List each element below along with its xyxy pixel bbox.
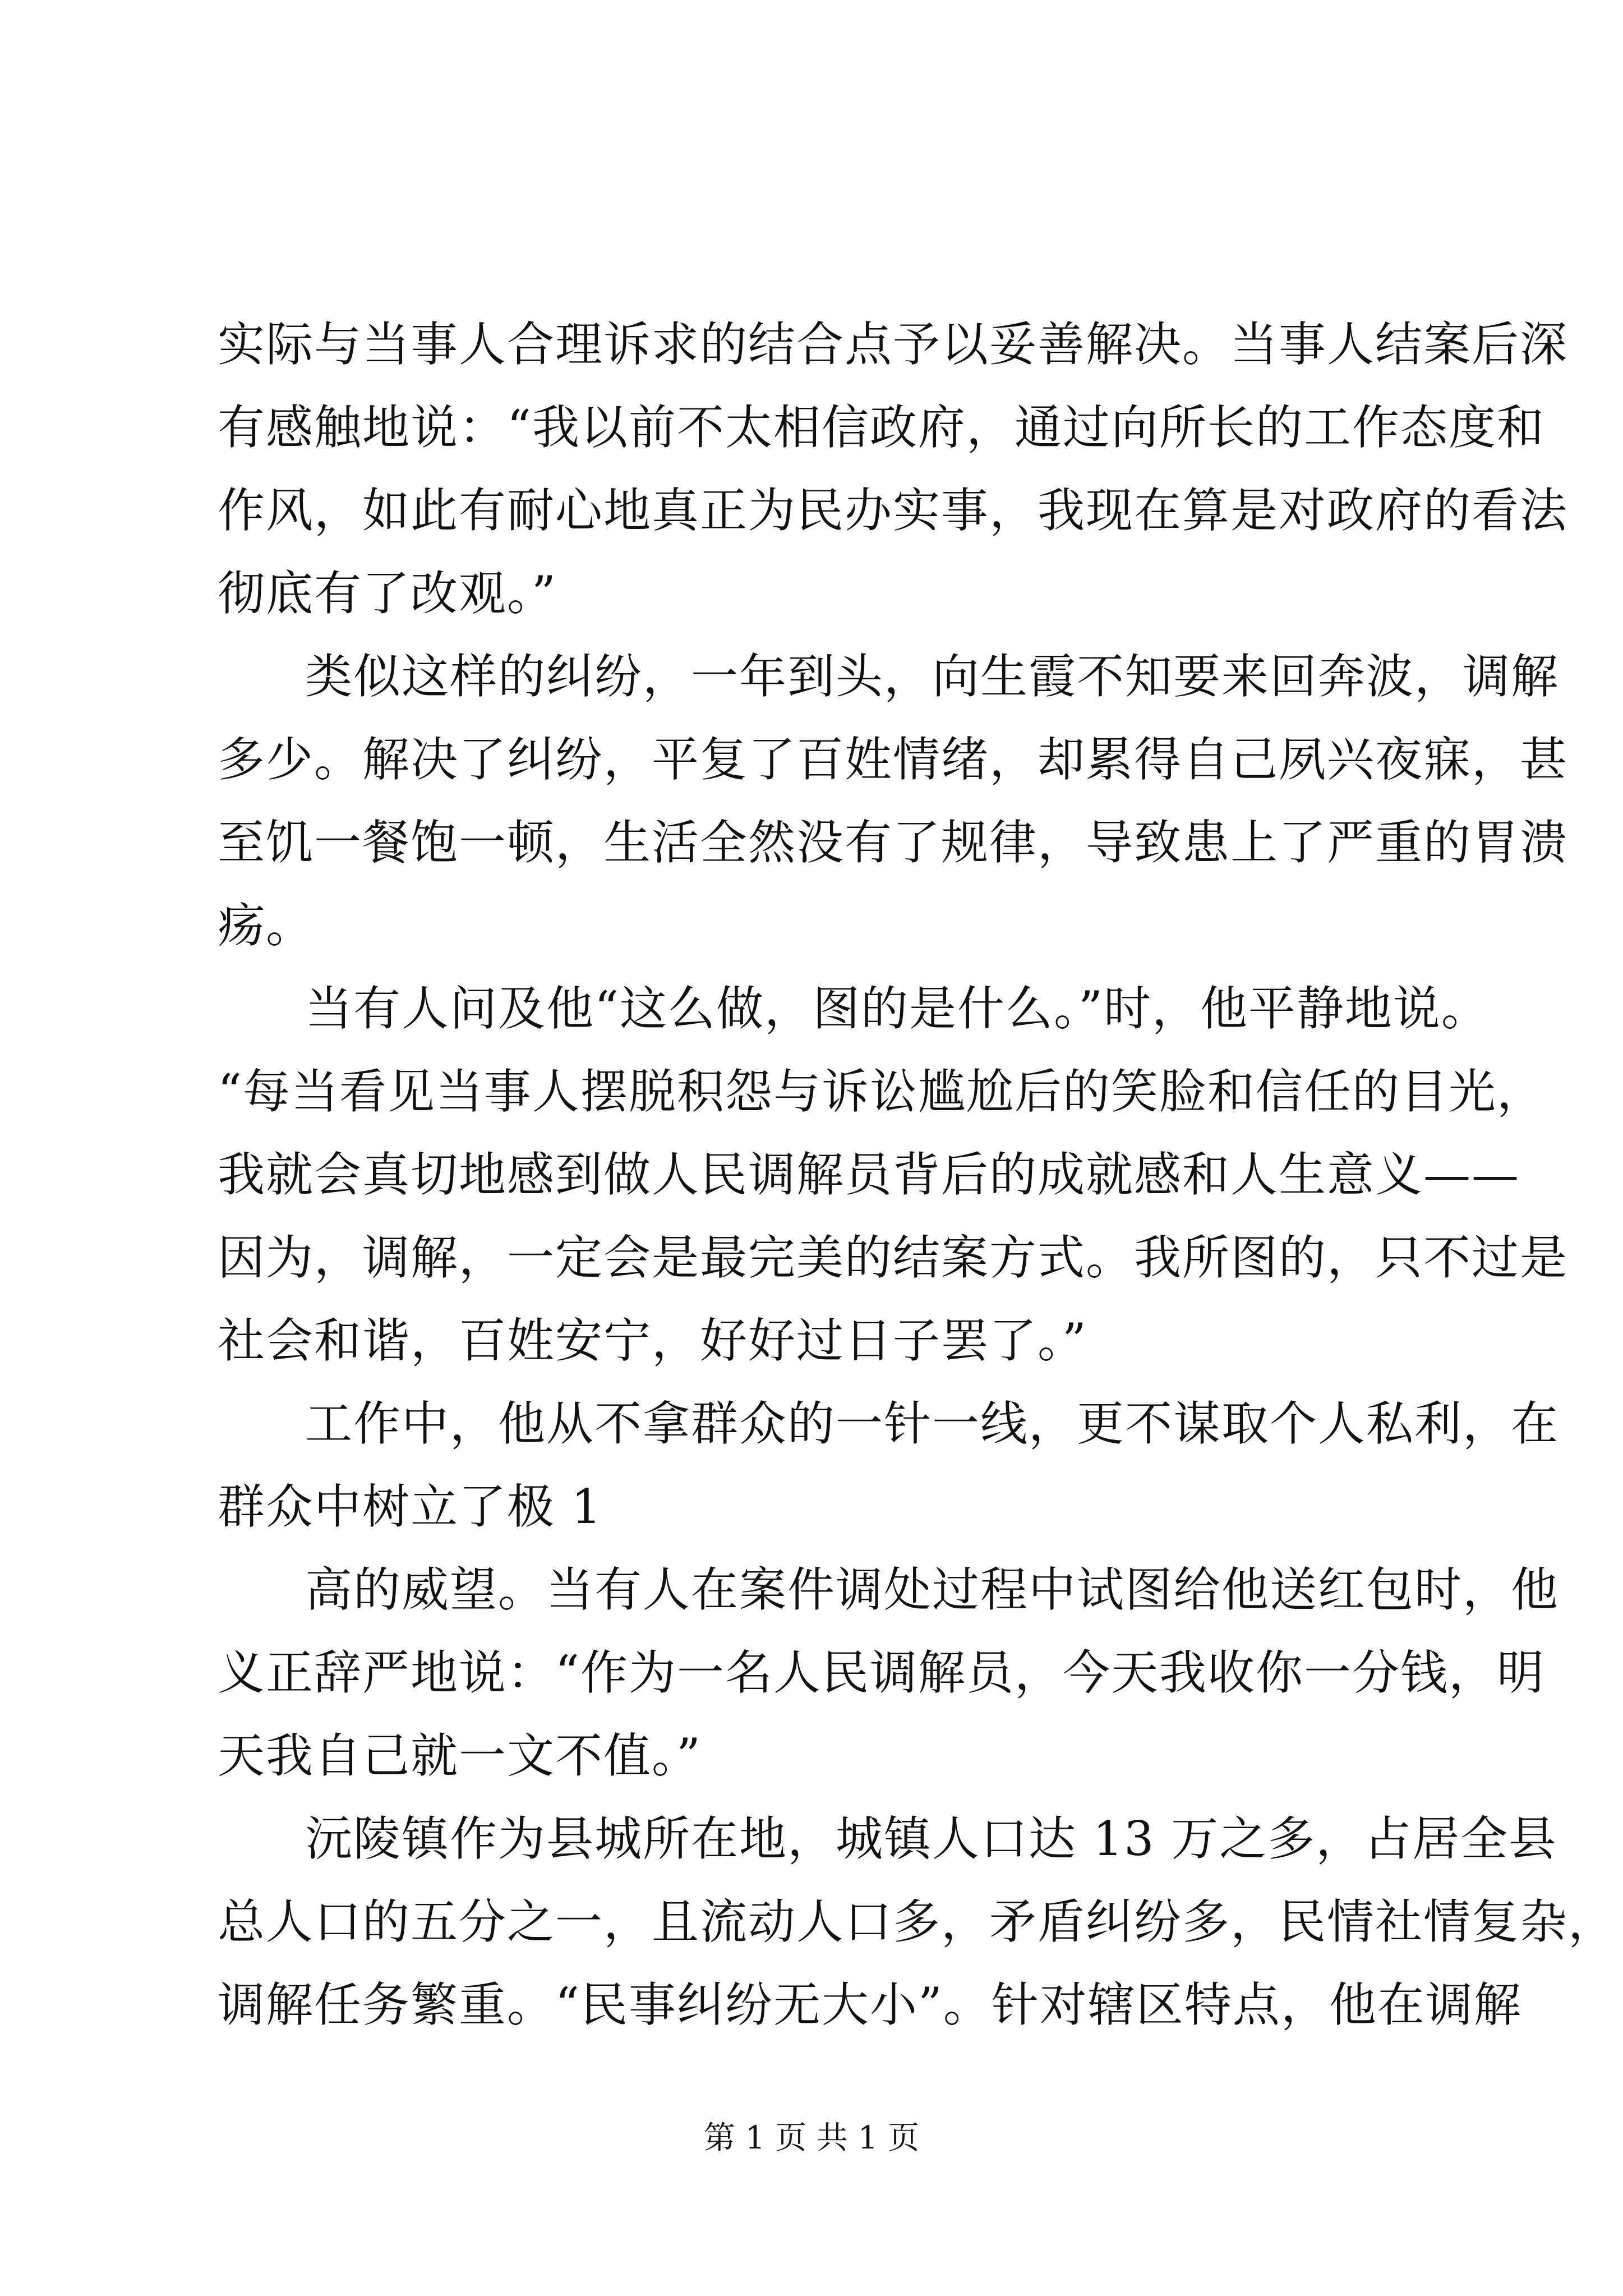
text-line: 实际与当事人合理诉求的结合点予以妥善解决。当事人结案后深 <box>218 317 1569 372</box>
text-line: 类似这样的纠纷，一年到头，向生霞不知要来回奔波，调解 <box>305 649 1560 704</box>
text-line: 总人口的五分之一，且流动人口多，矛盾纠纷多，民情社情复杂， <box>218 1894 1617 1949</box>
body-text <box>218 303 1617 2046</box>
text-line: 多少。解决了纠纷，平复了百姓情绪，却累得自己夙兴夜寐，甚 <box>218 732 1569 787</box>
text-line: 至饥一餐饱一顿，生活全然没有了规律，导致患上了严重的胃溃 <box>218 815 1569 870</box>
text-line: 群众中树立了极 1 <box>218 1479 603 1534</box>
text-line: 彻底有了改观。” <box>218 566 557 621</box>
text-line: 天我自己就一文不值。” <box>218 1728 702 1783</box>
text-line: “每当看见当事人摆脱积怨与诉讼尴尬后的笑脸和信任的目光， <box>218 1064 1545 1119</box>
text-line: 有感触地说：“我以前不太相信政府，通过向所长的工作态度和 <box>218 400 1545 455</box>
text-line: 疡。 <box>218 898 315 953</box>
text-line: 因为，调解，一定会是最完美的结案方式。我所图的，只不过是 <box>218 1230 1569 1285</box>
text-line: 调解任务繁重。“民事纠纷无大小”。针对辖区特点，他在调解 <box>218 1977 1522 2032</box>
page-footer: 第 1 页 共 1 页 <box>703 2120 920 2156</box>
text-line: 义正辞严地说：“作为一名人民调解员，今天我收你一分钱，明 <box>218 1645 1545 1700</box>
text-line: 我就会真切地感到做人民调解员背后的成就感和人生意义—— <box>218 1147 1520 1202</box>
text-line: 工作中，他从不拿群众的一针一线，更不谋取个人私利，在 <box>305 1396 1560 1451</box>
text-line: 作风，如此有耐心地真正为民办实事，我现在算是对政府的看法 <box>218 483 1569 538</box>
text-line: 沅陵镇作为县城所在地，城镇人口达 13 万之多，占居全县 <box>305 1811 1557 1866</box>
text-line: 高的威望。当有人在案件调处过程中试图给他送红包时，他 <box>305 1562 1560 1617</box>
text-line: 社会和谐，百姓安宁，好好过日子罢了。” <box>218 1313 1087 1368</box>
text-line: 当有人问及他“这么做，图的是什么。”时，他平静地说。 <box>305 981 1490 1036</box>
